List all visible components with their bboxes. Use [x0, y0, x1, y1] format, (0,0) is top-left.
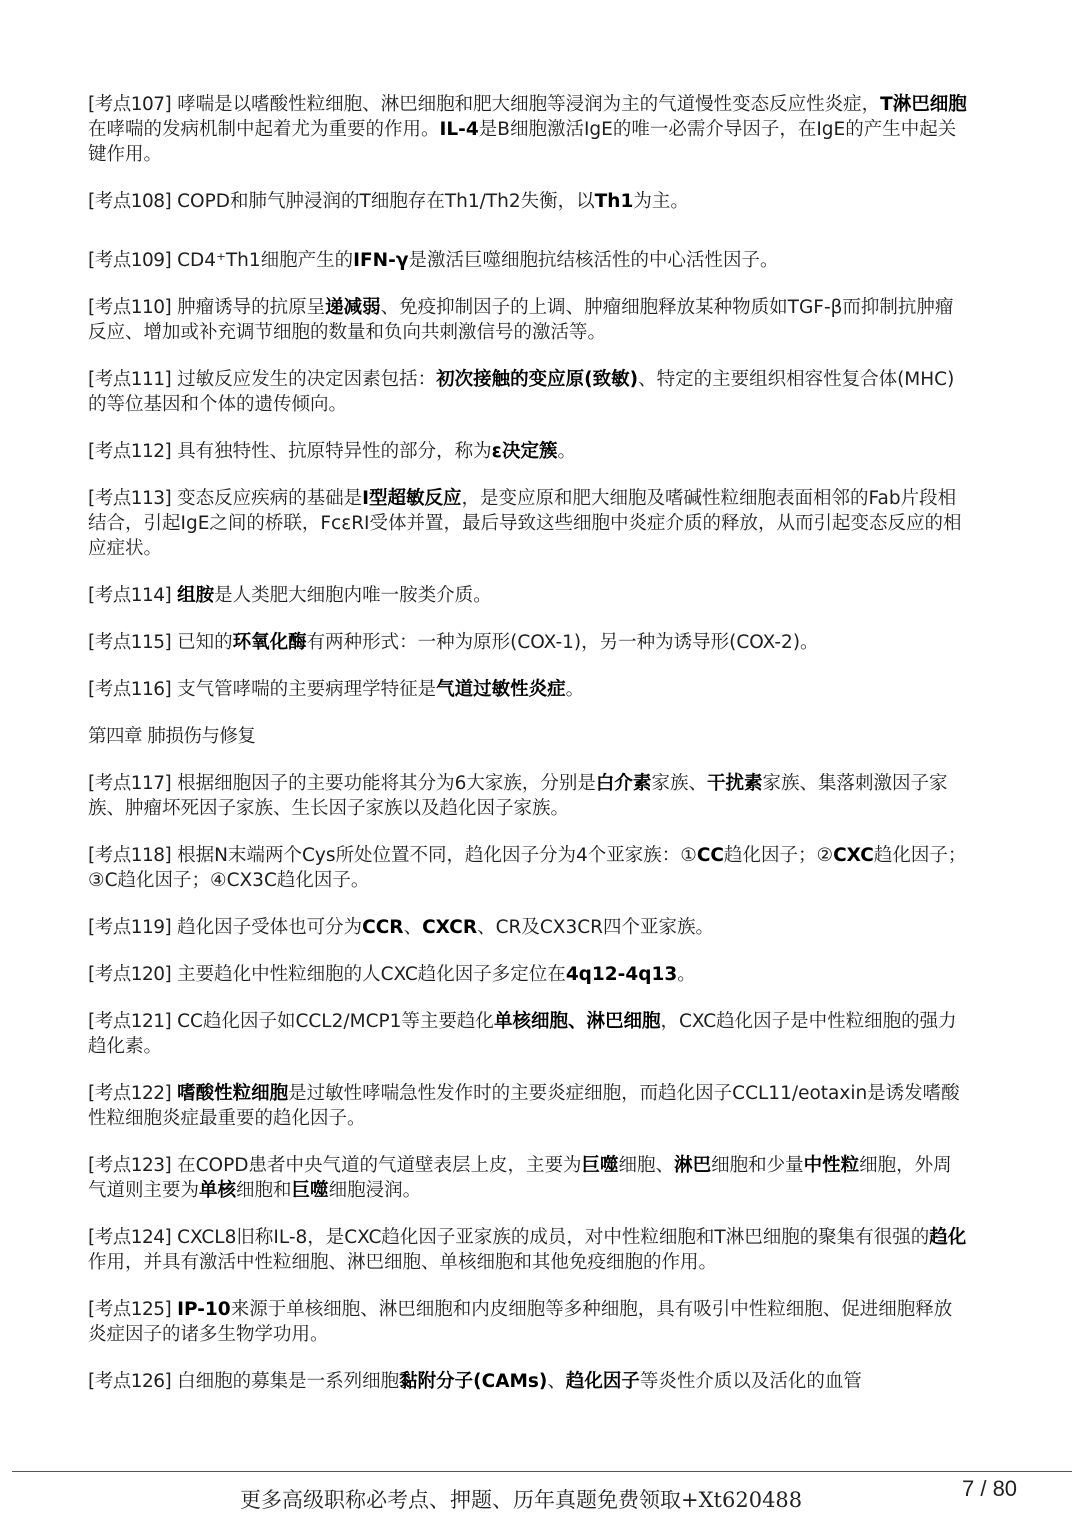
- exam-point: [88, 1081, 968, 1131]
- exam-point-text: 在哮喘的发病机制中起着尤为重要的作用。: [88, 119, 440, 140]
- key-term: 环氧化酶: [232, 632, 307, 653]
- exam-point: [88, 1297, 968, 1347]
- exam-point-text: 细胞和: [236, 1180, 292, 1201]
- exam-point: [88, 677, 968, 702]
- exam-point: [88, 1009, 968, 1059]
- paragraph-spacer: [88, 821, 968, 843]
- key-term: 淋巴: [674, 1155, 712, 1176]
- paragraph-spacer: [88, 345, 968, 367]
- exam-point-text: 、: [403, 917, 423, 938]
- exam-point-text: 是过敏性哮喘急性发作时的主要炎症细胞，而趋化因子CCL11/eotaxin是诱发嗜酸性粒细胞炎症最重要的趋化因子。: [88, 1083, 960, 1129]
- exam-points-list: [88, 92, 968, 1394]
- key-term: T淋巴细胞: [880, 94, 967, 115]
- exam-point-text: 、特定的主要组织相容性复合体(MHC)的等位基因和个体的遗传倾向。: [88, 369, 955, 415]
- paragraph-spacer: [88, 749, 968, 771]
- paragraph-spacer: [88, 273, 968, 295]
- exam-point-text: 是人类肥大细胞内唯一胺类介质。: [214, 585, 492, 606]
- exam-point-tag: [考点117]: [88, 773, 172, 794]
- exam-point-text: 在COPD患者中央气道的气道壁表层上皮，主要为: [177, 1155, 582, 1176]
- key-term: 趋化: [929, 1227, 967, 1248]
- key-term: 递减弱: [325, 297, 381, 318]
- key-term: IL-4: [439, 119, 479, 140]
- paragraph-spacer: [88, 608, 968, 630]
- paragraph-spacer: [88, 167, 968, 189]
- exam-point-text: 。: [557, 441, 576, 462]
- paragraph-spacer: [88, 214, 968, 248]
- exam-point-text: 细胞，外周气道则主要为: [88, 1155, 952, 1201]
- key-term: 4q12-4q13: [565, 964, 678, 985]
- chapter-heading: [88, 724, 968, 749]
- exam-point-text: 细胞、: [618, 1155, 675, 1176]
- exam-point: [88, 295, 968, 345]
- exam-point: [88, 439, 968, 464]
- exam-point-text: 白细胞的募集是一系列细胞: [177, 1371, 400, 1392]
- exam-point-text: 、CR及CX3CR四个亚家族。: [477, 917, 714, 938]
- paragraph-spacer: [88, 1347, 968, 1369]
- key-term: CXC: [833, 845, 874, 866]
- key-term: 趋化因子: [565, 1371, 640, 1392]
- key-term: 黏附分子(CAMs): [399, 1371, 548, 1392]
- exam-point-tag: [考点120]: [88, 964, 172, 985]
- exam-point: [88, 1225, 968, 1275]
- exam-point-tag: [考点110]: [88, 297, 172, 318]
- paragraph-spacer: [88, 940, 968, 962]
- paragraph-spacer: [88, 417, 968, 439]
- exam-point-text: 细胞浸润。: [328, 1180, 422, 1201]
- paragraph-spacer: [88, 1059, 968, 1081]
- exam-point-tag: [考点119]: [88, 917, 172, 938]
- exam-point-text: 来源于单核细胞、淋巴细胞和内皮细胞等多种细胞，具有吸引中性粒细胞、促进细胞释放炎症因子的诸多生物学功用。: [88, 1299, 953, 1345]
- exam-point-tag: [考点112]: [88, 441, 172, 462]
- exam-point-text: 等炎性介质以及活化的血管: [639, 1371, 862, 1392]
- paragraph-spacer: [88, 893, 968, 915]
- key-term: IP-10: [177, 1299, 231, 1320]
- exam-point-text: 是B细胞激活IgE的唯一必需介导因子，在IgE的产生中起关键作用。: [88, 119, 957, 165]
- exam-point-text: 家族、: [651, 773, 707, 794]
- exam-point-text: 家族、集落刺激因子家族、肿瘤坏死因子家族、生长因子家族以及趋化因子家族。: [88, 773, 948, 819]
- key-term: 组胺: [177, 585, 215, 606]
- exam-point: [88, 248, 968, 273]
- paragraph-spacer: [88, 1203, 968, 1225]
- exam-point: [88, 915, 968, 940]
- exam-point-tag: [考点118]: [88, 845, 172, 866]
- exam-point-text: 、免疫抑制因子的上调、肿瘤细胞释放某种物质如TGF-β而抑制抗肿瘤反应、增加或补充调节细胞的数量和负向共刺激信号的激活等。: [88, 297, 954, 343]
- exam-point-text: 、: [547, 1371, 566, 1392]
- exam-point-tag: [考点114]: [88, 585, 172, 606]
- exam-point-tag: [考点111]: [88, 369, 172, 390]
- exam-point-tag: [考点107]: [88, 94, 172, 115]
- exam-point-tag: [考点108]: [88, 191, 172, 212]
- exam-point-text: COPD和肺气肿浸润的T细胞存在Th1/Th2失衡，以: [177, 191, 595, 212]
- key-term: 中性粒: [803, 1155, 860, 1176]
- exam-point-tag: [考点126]: [88, 1371, 172, 1392]
- key-term: 气道过敏性炎症: [436, 679, 566, 700]
- footer-divider: [12, 1471, 1072, 1472]
- exam-point-text: 。: [677, 964, 696, 985]
- exam-point-tag: [考点121]: [88, 1011, 172, 1032]
- exam-point-text: 有两种形式：一种为原形(COX-1)，另一种为诱导形(COX-2)。: [306, 632, 819, 653]
- exam-point: [88, 92, 968, 167]
- key-term: CC: [696, 845, 724, 866]
- exam-point-tag: [考点123]: [88, 1155, 172, 1176]
- exam-point: [88, 962, 968, 987]
- exam-point: [88, 1369, 968, 1394]
- exam-point: [88, 486, 968, 561]
- key-term: CXCR: [422, 917, 478, 938]
- exam-point-tag: [考点122]: [88, 1083, 172, 1104]
- page-number: 7 / 80: [962, 1476, 1018, 1501]
- exam-point-text: 哮喘是以嗜酸性粒细胞、淋巴细胞和肥大细胞等浸润为主的气道慢性变态反应性炎症，: [177, 94, 881, 115]
- exam-point-text: 为主。: [633, 191, 689, 212]
- exam-point-text: ，CXC趋化因子是中性粒细胞的强力趋化素。: [88, 1011, 957, 1057]
- key-term: 干扰素: [706, 773, 763, 794]
- key-term: ε决定簇: [491, 441, 558, 462]
- exam-point-text: 支气管哮喘的主要病理学特征是: [177, 679, 437, 700]
- exam-point-text: 趋化因子；②: [724, 845, 834, 866]
- paragraph-spacer: [88, 987, 968, 1009]
- exam-point-tag: [考点113]: [88, 488, 172, 509]
- exam-point-text: 。: [565, 679, 585, 700]
- paragraph-spacer: [88, 655, 968, 677]
- paragraph-spacer: [88, 464, 968, 486]
- exam-point-text: ，是变应原和肥大细胞及嗜碱性粒细胞表面相邻的Fab片段相结合，引起IgE之间的桥联，FcεRⅠ受体并置，最后导致这些细胞中炎症介质的释放，从而引起变态反应的相应症状。: [88, 488, 962, 559]
- key-term: IFN-γ: [353, 250, 409, 271]
- exam-point-text: 趋化因子；③C趋化因子；④CX3C趋化因子。: [88, 845, 967, 891]
- exam-point-tag: [考点125]: [88, 1299, 172, 1320]
- key-term: 初次接触的变应原(致敏): [436, 369, 639, 390]
- key-term: 单核: [199, 1180, 237, 1201]
- exam-point-text: CD4⁺Th1细胞产生的: [177, 250, 354, 271]
- exam-point-text: 作用，并具有激活中性粒细胞、淋巴细胞、单核细胞和其他免疫细胞的作用。: [88, 1252, 718, 1273]
- chapter-title: 第四章 肺损伤与修复: [88, 726, 256, 747]
- exam-point-text: 主要趋化中性粒细胞的人CXC趋化因子多定位在: [177, 964, 566, 985]
- paragraph-spacer: [88, 1131, 968, 1153]
- key-term: 巨噬: [291, 1180, 329, 1201]
- key-term: 白介素: [595, 773, 652, 794]
- exam-point-text: CC趋化因子如CCL2/MCP1等主要趋化: [177, 1011, 494, 1032]
- exam-point-text: 具有独特性、抗原特异性的部分，称为: [177, 441, 492, 462]
- exam-point: [88, 771, 968, 821]
- exam-point-text: 根据N末端两个Cys所处位置不同，趋化因子分为4个亚家族：①: [177, 845, 697, 866]
- exam-point-tag: [考点115]: [88, 632, 172, 653]
- exam-point: [88, 189, 968, 214]
- exam-point-text: 细胞和少量: [711, 1155, 804, 1176]
- exam-point-text: CXCL8旧称IL-8，是CXC趋化因子亚家族的成员，对中性粒细胞和T淋巴细胞的聚集有很强的: [177, 1227, 930, 1248]
- exam-point-text: 过敏反应发生的决定因素包括：: [177, 369, 437, 390]
- paragraph-spacer: [88, 561, 968, 583]
- exam-point-tag: [考点116]: [88, 679, 172, 700]
- exam-point: [88, 1153, 968, 1203]
- paragraph-spacer: [88, 702, 968, 724]
- exam-point-text: 已知的: [177, 632, 233, 653]
- key-term: 嗜酸性粒细胞: [177, 1083, 289, 1104]
- key-term: 巨噬: [581, 1155, 619, 1176]
- exam-point-text: 肿瘤诱导的抗原呈: [177, 297, 326, 318]
- exam-point-text: 趋化因子受体也可分为: [177, 917, 363, 938]
- exam-point: [88, 367, 968, 417]
- footer-promo-text: 更多高级职称必考点、押题、历年真题免费领取+Xt620488: [240, 1488, 803, 1512]
- exam-point-tag: [考点109]: [88, 250, 172, 271]
- exam-point-text: 根据细胞因子的主要功能将其分为6大家族，分别是: [177, 773, 596, 794]
- exam-point-tag: [考点124]: [88, 1227, 172, 1248]
- key-term: Ⅰ型超敏反应: [362, 488, 462, 509]
- exam-point: [88, 843, 968, 893]
- key-term: 单核细胞、淋巴细胞: [493, 1011, 661, 1032]
- key-term: Th1: [594, 191, 634, 212]
- key-term: CCR: [362, 917, 404, 938]
- exam-point: [88, 630, 968, 655]
- paragraph-spacer: [88, 1275, 968, 1297]
- exam-point-text: 是激活巨噬细胞抗结核活性的中心活性因子。: [408, 250, 779, 271]
- exam-point: [88, 583, 968, 608]
- exam-point-text: 变态反应疾病的基础是: [177, 488, 363, 509]
